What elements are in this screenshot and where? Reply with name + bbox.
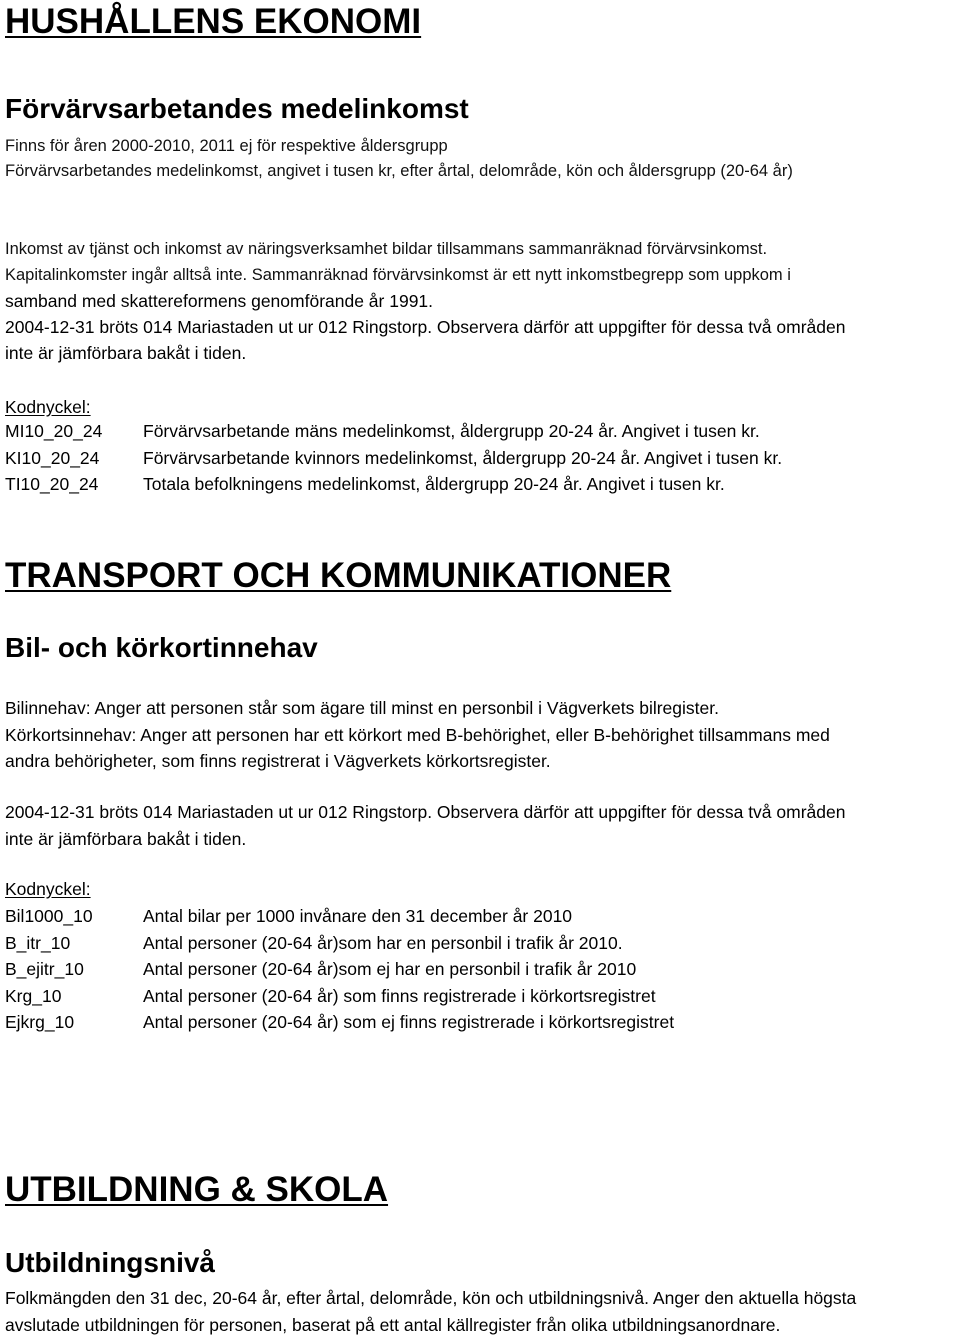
- education-body: [5, 1285, 856, 1338]
- economy-key-table: [5, 418, 782, 498]
- key-description: Antal bilar per 1000 invånare den 31 december år 2010: [143, 903, 572, 930]
- key-code: B_itr_10: [5, 930, 143, 957]
- transport-body-line-3: andra behörigheter, som finns registrerat i Vägverkets körkortsregister.: [5, 748, 830, 775]
- section-title-education: UTBILDNING & SKOLA: [5, 1170, 388, 1210]
- economy-body-line-3: samband med skattereformens genomförande år 1991.: [5, 288, 433, 314]
- key-row: [5, 983, 674, 1010]
- key-code: Krg_10: [5, 983, 143, 1010]
- economy-body-line-4: 2004-12-31 bröts 014 Mariastaden ut ur 012 Ringstorp. Observera därför att uppgifter för dessa två områden: [5, 314, 845, 340]
- transport-note-line-2: inte är jämförbara bakåt i tiden.: [5, 826, 845, 853]
- key-code: KI10_20_24: [5, 445, 143, 472]
- transport-key-label: Kodnyckel:: [5, 876, 91, 902]
- education-body-line-2: avslutade utbildningen för personen, baserat på ett antal källregister från olika utbildningsanordnare.: [5, 1312, 856, 1338]
- key-row: [5, 418, 782, 445]
- key-description: Antal personer (20-64 år)som har en personbil i trafik år 2010.: [143, 930, 623, 957]
- economy-body-line-5: inte är jämförbara bakåt i tiden.: [5, 340, 246, 366]
- key-code: B_ejitr_10: [5, 956, 143, 983]
- economy-intro-line-1: Finns för åren 2000-2010, 2011 ej för respektive åldersgrupp: [5, 133, 448, 159]
- key-row: [5, 930, 674, 957]
- section-title-economy: HUSHÅLLENS EKONOMI: [5, 2, 421, 42]
- key-description: Totala befolkningens medelinkomst, åldergrupp 20-24 år. Angivet i tusen kr.: [143, 471, 725, 498]
- transport-body-line-2: Körkortsinnehav: Anger att personen har ett körkort med B-behörighet, eller B-behörighet tillsammans med: [5, 722, 830, 749]
- key-row: [5, 1009, 674, 1036]
- key-description: Förvärvsarbetande kvinnors medelinkomst, åldergrupp 20-24 år. Angivet i tusen kr.: [143, 445, 782, 472]
- key-description: Förvärvsarbetande mäns medelinkomst, åldergrupp 20-24 år. Angivet i tusen kr.: [143, 418, 760, 445]
- key-row: [5, 903, 674, 930]
- key-description: Antal personer (20-64 år)som ej har en personbil i trafik år 2010: [143, 956, 636, 983]
- transport-body: [5, 695, 830, 775]
- economy-intro-line-2: Förvärvsarbetandes medelinkomst, angivet i tusen kr, efter årtal, delområde, kön och åldersgrupp (20-64 år): [5, 158, 793, 184]
- transport-body-line-1: Bilinnehav: Anger att personen står som ägare till minst en personbil i Vägverkets bilregister.: [5, 695, 830, 722]
- key-row: [5, 956, 674, 983]
- subtitle-car-license: Bil- och körkortinnehav: [5, 632, 318, 664]
- subtitle-income: Förvärvsarbetandes medelinkomst: [5, 93, 469, 125]
- economy-body-line-1: Inkomst av tjänst och inkomst av näringsverksamhet bildar tillsammans sammanräknad förvärvsinkomst.: [5, 236, 767, 262]
- economy-key-label: Kodnyckel:: [5, 394, 91, 420]
- key-code: MI10_20_24: [5, 418, 143, 445]
- key-code: TI10_20_24: [5, 471, 143, 498]
- economy-body-line-2: Kapitalinkomster ingår alltså inte. Sammanräknad förvärvsinkomst är ett nytt inkomstbegrepp som uppkom i: [5, 262, 791, 288]
- subtitle-education-level: Utbildningsnivå: [5, 1247, 215, 1279]
- transport-note: [5, 799, 845, 852]
- key-row: [5, 445, 782, 472]
- key-description: Antal personer (20-64 år) som ej finns registrerade i körkortsregistret: [143, 1009, 674, 1036]
- key-code: Bil1000_10: [5, 903, 143, 930]
- key-row: [5, 471, 782, 498]
- section-title-transport: TRANSPORT OCH KOMMUNIKATIONER: [5, 556, 671, 596]
- key-code: Ejkrg_10: [5, 1009, 143, 1036]
- transport-key-table: [5, 903, 674, 1036]
- education-body-line-1: Folkmängden den 31 dec, 20-64 år, efter årtal, delområde, kön och utbildningsnivå. Anger den aktuella högsta: [5, 1285, 856, 1312]
- key-description: Antal personer (20-64 år) som finns registrerade i körkortsregistret: [143, 983, 656, 1010]
- transport-note-line-1: 2004-12-31 bröts 014 Mariastaden ut ur 012 Ringstorp. Observera därför att uppgifter för dessa två områden: [5, 799, 845, 826]
